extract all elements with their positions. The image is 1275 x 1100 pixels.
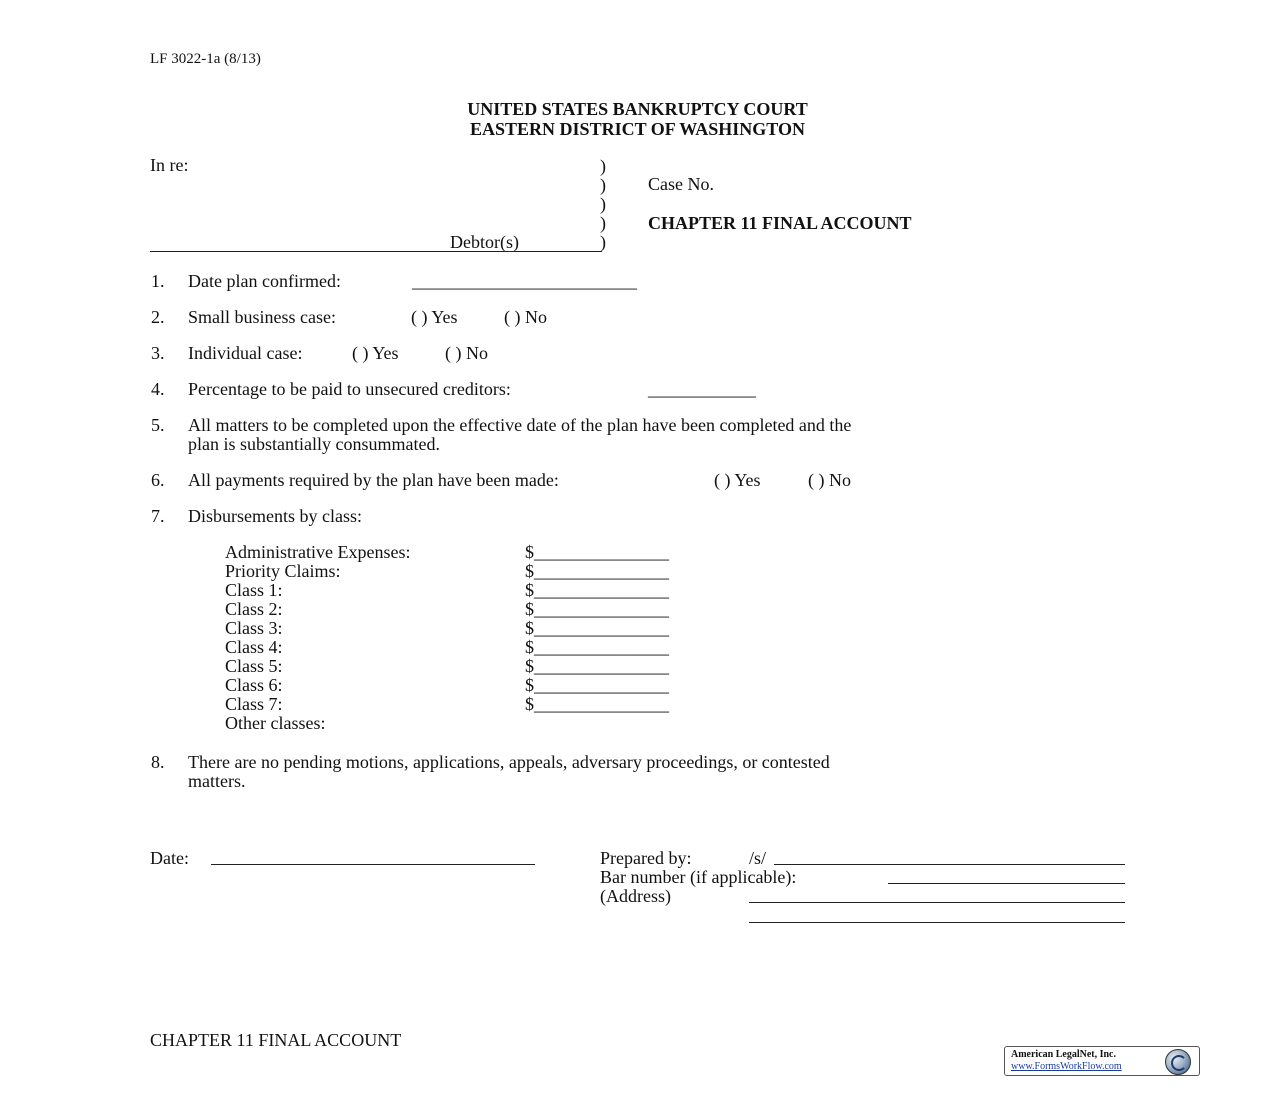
disbursement-amount-field[interactable]: $_______________ [525, 580, 669, 600]
item-number: 7. [151, 506, 165, 526]
bar-number-field[interactable] [888, 883, 1125, 884]
item-number: 3. [151, 343, 165, 363]
address-line-2[interactable] [749, 922, 1125, 923]
document-title: CHAPTER 11 FINAL ACCOUNT [648, 213, 912, 233]
disbursement-amount-field[interactable]: $_______________ [525, 675, 669, 695]
address-line-1[interactable] [749, 902, 1125, 903]
disbursement-amount-field[interactable]: $_______________ [525, 637, 669, 657]
date-plan-confirmed-label: Date plan confirmed: [188, 271, 341, 291]
individual-case-label: Individual case: [188, 343, 303, 363]
no-pending-matters-text: There are no pending motions, applications, appeals, adversary proceedings, or contested [188, 752, 830, 772]
disbursement-class-label: Class 5: [225, 656, 283, 676]
item-number: 2. [151, 307, 165, 327]
disbursement-amount-field[interactable]: $_______________ [525, 599, 669, 619]
payments-made-yes-option[interactable]: ( ) Yes [714, 470, 761, 490]
no-pending-matters-text-cont: matters. [188, 771, 246, 791]
percentage-unsecured-label: Percentage to be paid to unsecured creditors: [188, 379, 511, 399]
caption-paren: ) [600, 156, 606, 176]
disbursement-class-label: Class 3: [225, 618, 283, 638]
disbursement-class-label: Administrative Expenses: [225, 542, 411, 562]
percentage-unsecured-field[interactable]: ____________ [648, 379, 756, 399]
disbursement-class-label: Class 7: [225, 694, 283, 714]
debtor-label: Debtor(s) [450, 232, 519, 252]
item-number: 4. [151, 379, 165, 399]
individual-case-yes-option[interactable]: ( ) Yes [352, 343, 399, 363]
disbursement-amount-field[interactable]: $_______________ [525, 542, 669, 562]
matters-completed-text-cont: plan is substantially consummated. [188, 434, 440, 454]
caption-paren: ) [600, 194, 606, 214]
matters-completed-text: All matters to be completed upon the effective date of the plan have been completed and the [188, 415, 852, 435]
address-label: (Address) [600, 886, 671, 906]
disbursement-amount-field[interactable]: $_______________ [525, 561, 669, 581]
date-label: Date: [150, 848, 189, 868]
bar-number-label: Bar number (if applicable): [600, 867, 797, 887]
form-id: LF 3022-1a (8/13) [150, 51, 261, 67]
signature-field[interactable] [774, 864, 1125, 865]
disbursement-class-label: Class 6: [225, 675, 283, 695]
item-number: 6. [151, 470, 165, 490]
court-district: EASTERN DISTRICT OF WASHINGTON [470, 119, 805, 139]
footer-title: CHAPTER 11 FINAL ACCOUNT [150, 1030, 402, 1050]
disbursement-amount-field[interactable]: $_______________ [525, 618, 669, 638]
caption-paren: ) [600, 232, 606, 252]
payments-made-no-option[interactable]: ( ) No [808, 470, 851, 490]
item-number: 1. [151, 271, 165, 291]
date-field[interactable] [211, 864, 535, 865]
date-plan-confirmed-field[interactable]: _________________________ [412, 271, 637, 291]
small-business-no-option[interactable]: ( ) No [504, 307, 547, 327]
disbursement-class-label: Class 4: [225, 637, 283, 657]
caption-paren: ) [600, 175, 606, 195]
disbursements-label: Disbursements by class: [188, 506, 362, 526]
small-business-yes-option[interactable]: ( ) Yes [411, 307, 458, 327]
in-re-label: In re: [150, 155, 189, 175]
item-number: 5. [151, 415, 165, 435]
individual-case-no-option[interactable]: ( ) No [445, 343, 488, 363]
globe-icon [1165, 1049, 1191, 1075]
disbursement-class-label: Other classes: [225, 713, 326, 733]
disbursement-amount-field[interactable]: $_______________ [525, 656, 669, 676]
signature-mark: /s/ [749, 848, 767, 868]
disbursement-class-label: Class 1: [225, 580, 283, 600]
american-legalnet-logo[interactable] [1004, 1046, 1200, 1076]
disbursement-class-label: Class 2: [225, 599, 283, 619]
logo-company-name: American LegalNet, Inc. [1011, 1049, 1116, 1060]
logo-website-link[interactable]: www.FormsWorkFlow.com [1011, 1061, 1122, 1072]
caption-paren: ) [600, 213, 606, 233]
court-name: UNITED STATES BANKRUPTCY COURT [467, 99, 808, 119]
case-no-label: Case No. [648, 174, 714, 194]
small-business-label: Small business case: [188, 307, 336, 327]
disbursement-amount-field[interactable]: $_______________ [525, 694, 669, 714]
disbursement-class-label: Priority Claims: [225, 561, 341, 581]
debtor-name-line[interactable] [150, 251, 602, 252]
prepared-by-label: Prepared by: [600, 848, 692, 868]
item-number: 8. [151, 752, 165, 772]
payments-made-label: All payments required by the plan have been made: [188, 470, 559, 490]
